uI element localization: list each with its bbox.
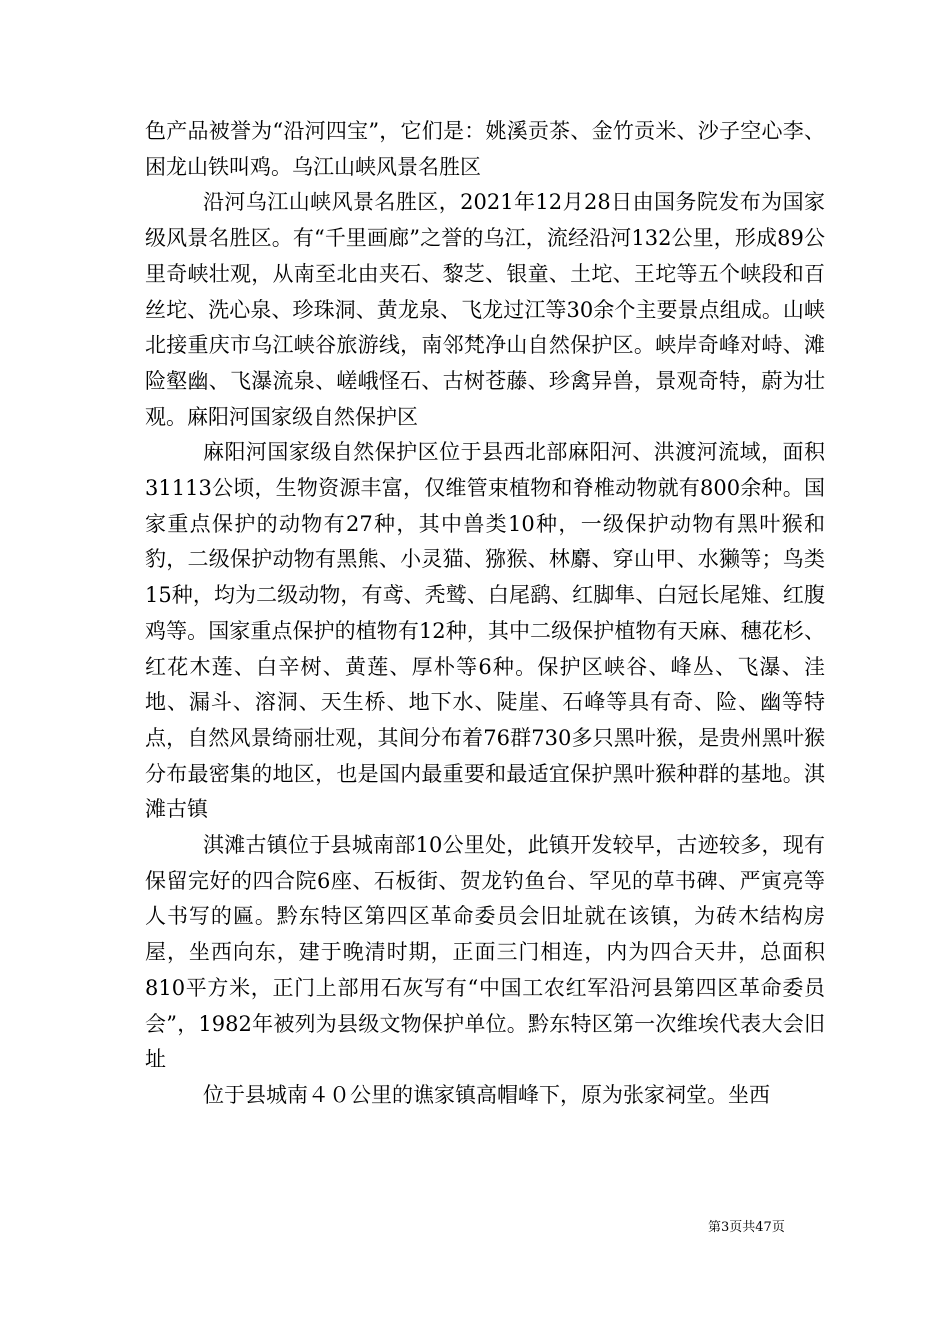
paragraph-1: 色产品被誉为“沿河四宝”，它们是：姚溪贡茶、金竹贡米、沙子空心李、困龙山铁叫鸡。乌江山峡风景名胜区 xyxy=(145,119,825,179)
paragraph-5: 位于县城南４０公里的谯家镇高帽峰下，原为张家祠堂。坐西 xyxy=(203,1082,770,1107)
document-body xyxy=(145,114,825,1114)
page-number: 第3页共47页 xyxy=(708,1220,785,1235)
paragraph-2: 沿河乌江山峡风景名胜区，2021年12月28日由国务院发布为国家级风景名胜区。有“千里画廊”之誉的乌江，流经沿河132公里，形成89公里奇峡壮观，从南至北由夹石、黎芝、银童、土坨、王坨等五个峡段和百丝坨、洗心泉、珍珠洞、黄龙泉、飞龙过江等30余个主要景点组成。山峡北接重庆市乌江峡谷旅游线，南邻梵净山自然保护区。峡岸奇峰对峙、滩险壑幽、飞瀑流泉、嵯峨怪石、古树苍藤、珍禽异兽，景观奇特，蔚为壮观。麻阳河国家级自然保护区 xyxy=(145,190,825,429)
paragraph-4: 淇滩古镇位于县城南部10公里处，此镇开发较早，古迹较多，现有保留完好的四合院6座、石板街、贺龙钓鱼台、罕见的草书碑、严寅亮等人书写的匾。黔东特区第四区革命委员会旧址就在该镇，为砖木结构房屋，坐西向东，建于晚清时期，正面三门相连，内为四合天井，总面积810平方米，正门上部用石灰写有“中国工农红军沿河县第四区革命委员会”，1982年被列为县级文物保护单位。黔东特区第一次维埃代表大会旧址 xyxy=(145,833,825,1072)
paragraph-3: 麻阳河国家级自然保护区位于县西北部麻阳河、洪渡河流域，面积31113公顷，生物资源丰富，仅维管束植物和脊椎动物就有800余种。国家重点保护的动物有27种，其中兽类10种，一级保护动物有黑叶猴和豹，二级保护动物有黑熊、小灵猫、猕猴、林麝、穿山甲、水獭等；鸟类15种，均为二级动物，有鸢、秃鹫、白尾鹞、红脚隼、白冠长尾雉、红腹鸡等。国家重点保护的植物有12种，其中二级保护植物有天麻、穗花杉、红花木莲、白辛树、黄莲、厚朴等6种。保护区峡谷、峰丛、飞瀑、洼地、漏斗、溶洞、天生桥、地下水、陡崖、石峰等具有奇、险、幽等特点，自然风景绮丽壮观，其间分布着76群730多只黑叶猴，是贵州黑叶猴分布最密集的地区，也是国内最重要和最适宜保护黑叶猴种群的基地。淇滩古镇 xyxy=(145,440,825,822)
